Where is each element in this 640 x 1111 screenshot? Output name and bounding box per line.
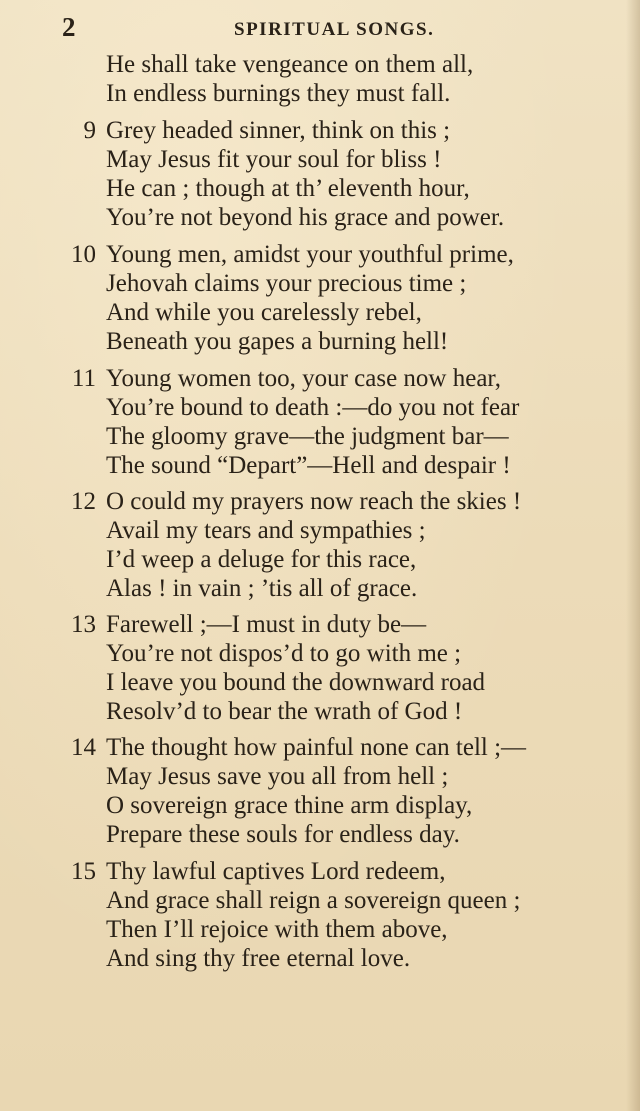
verse-number: 12: [71, 488, 96, 515]
verse-line: You’re not dispos’d to go with me ;: [106, 640, 462, 667]
verse-line: The gloomy grave—the judgment bar—: [106, 423, 509, 450]
verse-line: Avail my tears and sympathies ;: [106, 517, 426, 544]
verse-number: 13: [71, 611, 96, 638]
stanza-10: [62, 240, 628, 356]
verse-line: And sing thy free eternal love.: [106, 945, 411, 972]
stanza-14: [62, 733, 628, 849]
verse-line: You’re bound to death :—do you not fear: [106, 394, 520, 421]
page-header: [62, 10, 600, 46]
verse-line: I leave you bound the downward road: [106, 669, 486, 696]
stanza-continuation: [62, 50, 628, 108]
verse-line: Beneath you gapes a burning hell!: [106, 328, 449, 355]
verse-line: May Jesus save you all from hell ;: [106, 763, 449, 790]
verse-line: And grace shall reign a sovereign queen ;: [106, 887, 521, 914]
verse-line: Young women too, your case now hear,: [106, 365, 502, 392]
verse-number: 11: [71, 365, 96, 392]
stanza-11: [62, 364, 628, 480]
stanza-12: [62, 487, 628, 603]
verse-line: The thought how painful none can tell ;—: [106, 734, 527, 761]
verse-line: I’d weep a deluge for this race,: [106, 546, 417, 573]
page-number: 2: [62, 12, 76, 42]
verse-line: Prepare these souls for endless day.: [106, 821, 460, 848]
verse-line: O could my prayers now reach the skies !: [106, 488, 522, 515]
verse-line: Resolv’d to bear the wrath of God !: [106, 698, 463, 725]
verse-line: Jehovah claims your precious time ;: [106, 270, 467, 297]
verse-line: The sound “Depart”—Hell and despair !: [106, 452, 511, 479]
verse-number: 9: [83, 117, 96, 144]
verse-line: Then I’ll rejoice with them above,: [106, 916, 448, 943]
verse-line: He can ; though at th’ eleventh hour,: [106, 175, 470, 202]
verse-line: And while you carelessly rebel,: [106, 299, 422, 326]
stanza-13: [62, 610, 628, 726]
stanza-15: [62, 857, 628, 973]
verse-line: Thy lawful captives Lord redeem,: [106, 858, 446, 885]
verse-number: 15: [71, 858, 96, 885]
verse-line: You’re not beyond his grace and power.: [106, 204, 505, 231]
verse-number: 14: [71, 734, 96, 761]
stanza-9: [62, 116, 628, 232]
verse-line: In endless burnings they must fall.: [106, 80, 451, 107]
verse-line: Alas ! in vain ; ’tis all of grace.: [106, 575, 418, 602]
running-head: SPIRITUAL SONGS.: [234, 19, 435, 40]
verse-line: Grey headed sinner, think on this ;: [106, 117, 451, 144]
verse-line: O sovereign grace thine arm display,: [106, 792, 473, 819]
verse-line: May Jesus fit your soul for bliss !: [106, 146, 442, 173]
verse-number: 10: [71, 241, 96, 268]
verse-line: Young men, amidst your youthful prime,: [106, 241, 514, 268]
verse-line: Farewell ;—I must in duty be—: [106, 611, 427, 638]
verse-line: He shall take vengeance on them all,: [106, 51, 474, 78]
